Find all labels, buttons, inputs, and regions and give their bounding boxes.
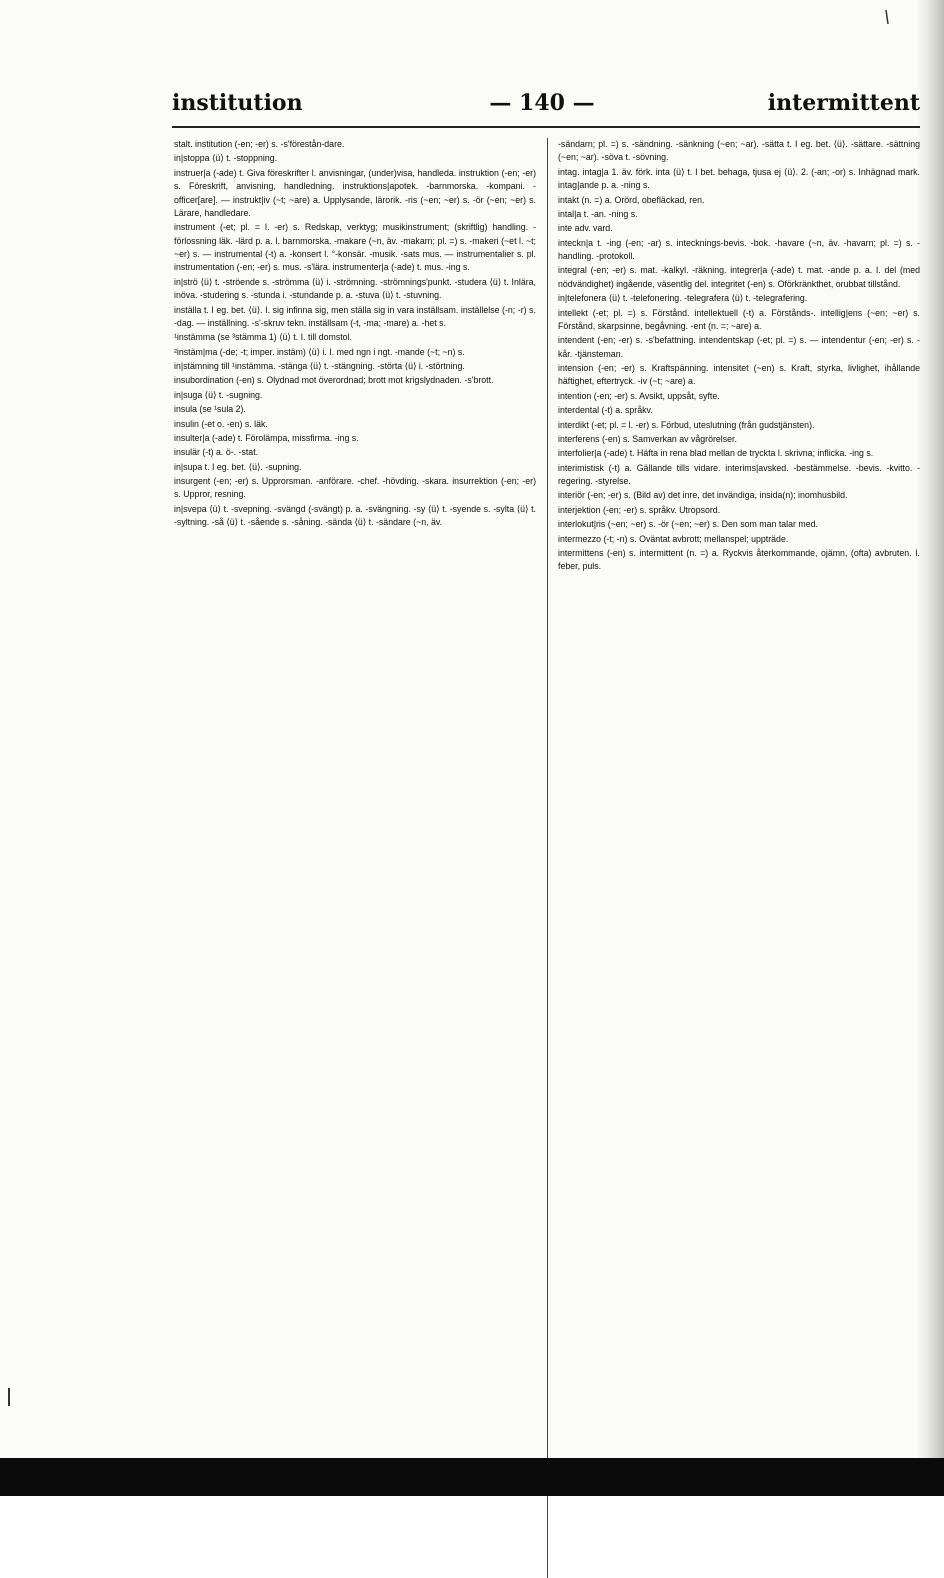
- left-column: [174, 138, 536, 1578]
- entry: intermezzo (-t; -n) s. Oväntat avbrott; mellanspel; uppträde.: [558, 533, 789, 544]
- right-column: [558, 138, 920, 1578]
- corner-mark: [860, 8, 890, 26]
- header-right-guideword: intermittent: [767, 90, 920, 116]
- entry: instruer|a (-ade) t. Giva föreskrifter l. anvisningar, (under)visa, handleda. instruktion (-en; -er) s. Föreskrift, anvisning, handledning. instruktions|apotek. -barnmorska. -kompani. -officer[are]. — instrukt|iv (~t; ~are) a. Upplysande, lärorik. -ris (~en; ~er) s. -ör (~en; ~er) s. Lärare, handledare.: [174, 167, 536, 218]
- page-header: [172, 90, 920, 126]
- entry: interiör (-en; -er) s. (Bild av) det inre, det invändiga, insida(n); inomhusbild.: [558, 490, 848, 501]
- entry: interfolier|a (-ade) t. Häfta in rena blad mellan de tryckta l. skrivna; inflicka. -ing s.: [558, 448, 874, 459]
- entry: insulin (-et o. -en) s. läk.: [174, 418, 268, 429]
- entry: intermittens (-en) s. intermittent (n. =) a. Ryckvis återkommande, ojämn, (ofta) avbruten. I. feber, puls.: [558, 547, 920, 572]
- entry: intention (-en; -er) s. Avsikt, uppsåt, syfte.: [558, 390, 720, 401]
- entry: interimistisk (-t) a. Gällande tills vidare. interims|avsked. -bestämmelse. -bevis. -kvitto. -regering. -styrelse.: [558, 462, 920, 486]
- entry: intellekt (-et; pl. =) s. Förstånd. intellektuell (-t) a. Förstånds-. intellig|ens (~en; ~er) s. Förstånd, skarpsinne, begåvning. -ent (n. =; ~are) a.: [558, 307, 920, 331]
- entry: instrument (-et; pl. = l. -er) s. Redskap, verktyg; musikinstrument; (skriftlig) handling. -förlossning läk. -lärd p. a. I. barnmorska. -makare (~n, äv. -makarn; pl. =) s. -makeri (~et l. ~t; ~er) s. — instrumental (-t) a. -konsert l. °-konsär. -musik. -sats mus. — instrumentalier s. pl. instrumentation (-en; -er) s. mus. -s'lära. instrumenter|a (-ade) t. mus. -ing s.: [174, 222, 536, 273]
- entry: intal|a t. -an. -ning s.: [558, 208, 638, 219]
- entry: interdental (-t) a. språkv.: [558, 405, 653, 416]
- entry: insulter|a (-ade) t. Förolämpa, missfirma. -ing s.: [174, 432, 359, 443]
- entry: interlokut|ris (~en; ~er) s. -ör (~en; ~er) s. Den som man talar med.: [558, 519, 818, 530]
- page-number: — 140 —: [489, 90, 595, 116]
- entry: intendent (-en; -er) s. -s'befattning. intendentskap (-et; pl. =) s. — intendentur (-en; -er) s. -kår. -tjänsteman.: [558, 335, 920, 359]
- entry: insulär (-t) a. ö-. -stat.: [174, 447, 259, 458]
- margin-mark: [8, 1388, 10, 1406]
- entry: in|strö ⟨ü⟩ t. -ströende s. -strömma ⟨ü⟩ i. -strömning. -strömnings'punkt. -studera ⟨ü⟩ t. Inlära, inöva. -studering s. -stunda i. -stundande p. a. -stuva ⟨ü⟩ t. -stuvning.: [174, 276, 536, 301]
- column-divider: [547, 138, 548, 1578]
- entry: stalt. institution (-en; -er) s. -s'förestån-dare.: [174, 139, 345, 149]
- entry: in|suga ⟨ü⟩ t. -sugning.: [174, 389, 263, 400]
- entry: inte adv. vard.: [558, 223, 613, 234]
- entry: in|stämning till ¹instämma. -stänga ⟨ü⟩ t. -stängning. -störta ⟨ü⟩ i. -störtning.: [174, 361, 465, 371]
- entry: intakt (n. =) a. Orörd, obefläckad, ren.: [558, 194, 705, 205]
- header-rule: [172, 126, 920, 128]
- entry: intension (-en; -er) s. Kraftspänning. intensitet (~en) s. Kraft, styrka, livlighet, ihållande häftighet, eftertryck. -iv (~t; ~are) a.: [558, 363, 920, 387]
- entry: insubordination (-en) s. Olydnad mot överordnad; brott mot krigslydnaden. -s'brott.: [174, 375, 494, 386]
- entry: insula (se ¹sula 2).: [174, 404, 246, 415]
- entry: interdikt (-et; pl. = l. -er) s. Förbud, uteslutning (från gudstjänsten).: [558, 419, 815, 430]
- entry: intag. intag|a 1. äv. förk. inta ⟨ü⟩ t. I bet. behaga, tjusa ej ⟨ü⟩. 2. (-an; -or) s. Inhägnad mark. intag|ande p. a. -ning s.: [558, 166, 920, 191]
- entry: interjektion (-en; -er) s. språkv. Utropsord.: [558, 504, 721, 515]
- entry: interferens (-en) s. Samverkan av vågrörelser.: [558, 433, 737, 444]
- entry: in|svepa ⟨ü⟩ t. -svepning. -svängd (-svängt) p. a. -svängning. -sy ⟨ü⟩ t. -syende s. -sylta ⟨ü⟩ t. -syltning. -så ⟨ü⟩ t. -sående s. -såning. -sända ⟨ü⟩ t. -sändare (~n, äv.: [174, 503, 536, 528]
- entry: ¹instämma (se ³stämma 1) ⟨ü⟩ t. I. till domstol.: [174, 332, 352, 343]
- entry: inställa t. I eg. bet. ⟨ü⟩. I. sig infinna sig, men ställa sig in vara inställsam. inställelse (-n; -r) s. -dag. — inställning. -s'-skruv tekn. inställsam (-t, -ma; -mare) a. -het s.: [174, 304, 536, 328]
- entry: in|supa t. I eg. bet. ⟨ü⟩. -supning.: [174, 461, 302, 472]
- header-left-guideword: institution: [172, 90, 303, 116]
- entry: ²instäm|ma (-de; -t; imper. instäm) ⟨ü⟩ i. I. med ngn i ngt. -mande (~t; ~n) s.: [174, 346, 465, 357]
- entry: in|stoppa ⟨ü⟩ t. -stoppning.: [174, 153, 278, 164]
- entry: -sändarn; pl. =) s. -sändning. -sänkning (~en; ~ar). -sätta t. I eg. bet. ⟨ü⟩. -sättare. -sättning (~en; ~ar). -söva t. -sövning.: [558, 139, 920, 163]
- entry: integral (-en; -er) s. mat. -kalkyl. -räkning. integrer|a (-ade) t. mat. -ande p. a. I. del (med nödvändighet) ingående, väsentlig del. integritet (-en) s. Oförkränkthet, orubbat tillstånd.: [558, 265, 920, 289]
- entry: insurgent (-en; -er) s. Upprorsman. -anförare. -chef. -hövding. -skara. insurrektion (-en; -er) s. Uppror, resning.: [174, 476, 536, 500]
- entry: inteckn|a t. -ing (-en; -ar) s. intecknings-bevis. -bok. -havare (~n, äv. -havarn; pl. =) s. -handling. -protokoll.: [558, 237, 920, 261]
- entry: in|telefonera ⟨ü⟩ t. -telefonering. -telegrafera ⟨ü⟩ t. -telegrafering.: [558, 293, 808, 304]
- scan-bottom-band: [0, 1458, 944, 1496]
